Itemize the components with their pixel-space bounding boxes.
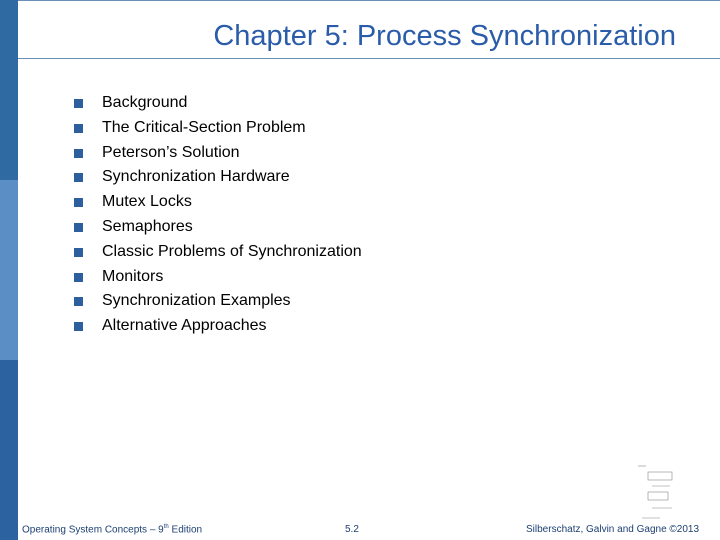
- list-item: [74, 191, 362, 216]
- list-item-label: The Critical-Section Problem: [102, 118, 306, 136]
- list-item: [74, 166, 362, 191]
- square-bullet-icon: [74, 297, 83, 306]
- footer-book-title-suffix: Edition: [168, 524, 203, 536]
- page-number: 5.2: [345, 524, 359, 535]
- square-bullet-icon: [74, 124, 83, 133]
- left-bar-segment-bottom: [0, 360, 18, 540]
- list-item-label: Semaphores: [102, 217, 193, 235]
- square-bullet-icon: [74, 173, 83, 182]
- list-item: [74, 266, 362, 291]
- square-bullet-icon: [74, 198, 83, 207]
- code-thumbnail-graphic: [636, 458, 704, 522]
- square-bullet-icon: [74, 223, 83, 232]
- list-item-label: Mutex Locks: [102, 193, 192, 211]
- list-item: [74, 241, 362, 266]
- left-accent-bar: [0, 0, 18, 540]
- square-bullet-icon: [74, 322, 83, 331]
- left-bar-segment-top: [0, 0, 18, 180]
- list-item-label: Synchronization Hardware: [102, 168, 290, 186]
- left-bar-segment-middle: [0, 180, 18, 360]
- list-item: [74, 117, 362, 142]
- list-item: [74, 92, 362, 117]
- list-item-label: Background: [102, 94, 188, 111]
- footer-book-title-prefix: Operating System Concepts – 9: [22, 524, 164, 536]
- list-item: [74, 216, 362, 241]
- bullet-list: [74, 92, 362, 340]
- slide-title: Chapter 5: Process Synchronization: [213, 20, 676, 52]
- square-bullet-icon: [74, 99, 83, 108]
- list-item: [74, 142, 362, 167]
- list-item-label: Synchronization Examples: [102, 292, 291, 310]
- footer-edition-superscript: th: [163, 524, 169, 530]
- list-item-label: Peterson’s Solution: [102, 143, 240, 161]
- square-bullet-icon: [74, 149, 83, 158]
- list-item: [74, 290, 362, 315]
- title-divider: [18, 58, 720, 59]
- list-item-label: Monitors: [102, 267, 164, 285]
- footer-authors: Silberschatz, Galvin and Gagne ©2013: [526, 524, 700, 535]
- list-item: [74, 315, 362, 340]
- square-bullet-icon: [74, 273, 83, 282]
- square-bullet-icon: [74, 248, 83, 257]
- list-item-label: Classic Problems of Synchronization: [102, 242, 362, 260]
- list-item-label: Alternative Approaches: [102, 317, 267, 335]
- footer-book-title: [22, 524, 202, 535]
